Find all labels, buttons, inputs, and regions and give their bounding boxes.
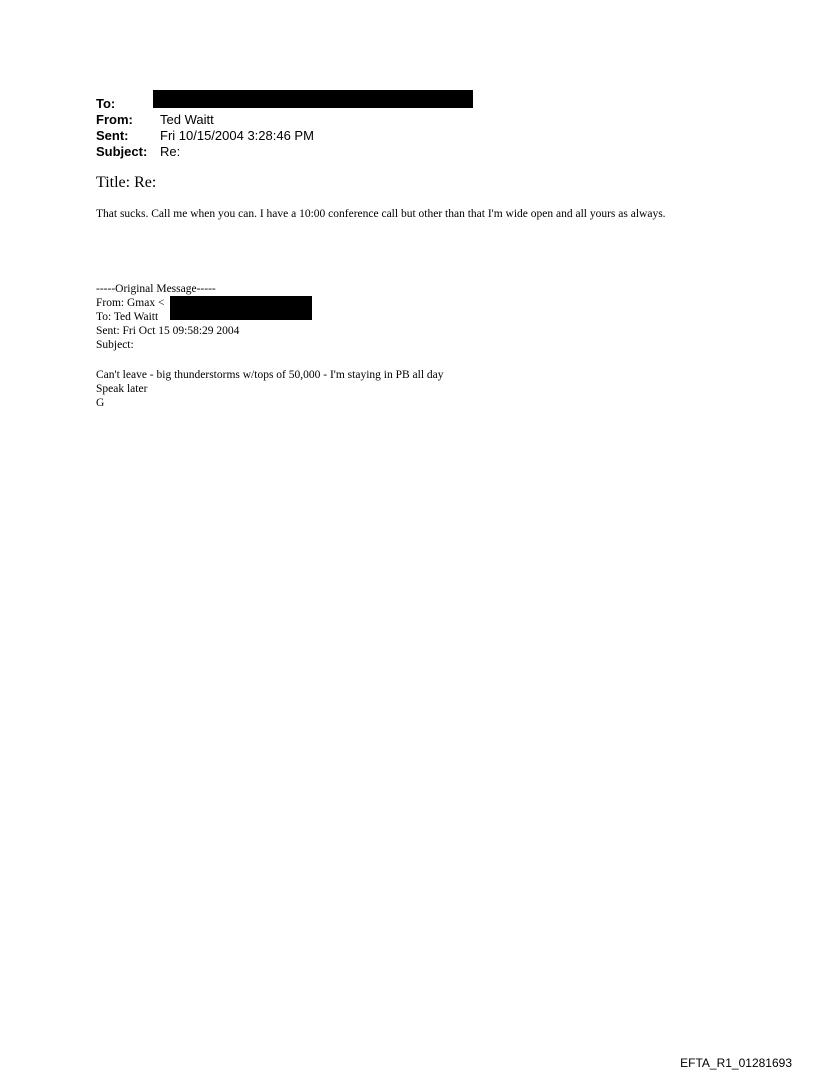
- to-label: To:: [96, 96, 116, 111]
- original-subject: Subject:: [96, 339, 134, 351]
- message-title: Title: Re:: [96, 174, 157, 191]
- sent-value: Fri 10/15/2004 3:28:46 PM: [160, 128, 314, 143]
- redaction-to: [153, 90, 473, 108]
- message-body: That sucks. Call me when you can. I have a 10:00 conference call but other than that I'm wide open and all yours as always.: [96, 208, 666, 220]
- original-to: To: Ted Waitt: [96, 311, 159, 323]
- original-from: From: Gmax <: [96, 297, 165, 309]
- original-divider: -----Original Message-----: [96, 283, 216, 295]
- redaction-original: [170, 296, 312, 320]
- original-body-line-3: G: [96, 397, 105, 409]
- document-id: EFTA_R1_01281693: [680, 1056, 792, 1070]
- subject-label: Subject:: [96, 144, 148, 159]
- original-body-line-2: Speak later: [96, 383, 148, 395]
- original-sent: Sent: Fri Oct 15 09:58:29 2004: [96, 325, 240, 337]
- subject-value: Re:: [160, 144, 181, 159]
- original-body-line-1: Can't leave - big thunderstorms w/tops of 50,000 - I'm staying in PB all day: [96, 369, 444, 381]
- from-value: Ted Waitt: [160, 112, 214, 127]
- sent-label: Sent:: [96, 128, 129, 143]
- from-label: From:: [96, 112, 133, 127]
